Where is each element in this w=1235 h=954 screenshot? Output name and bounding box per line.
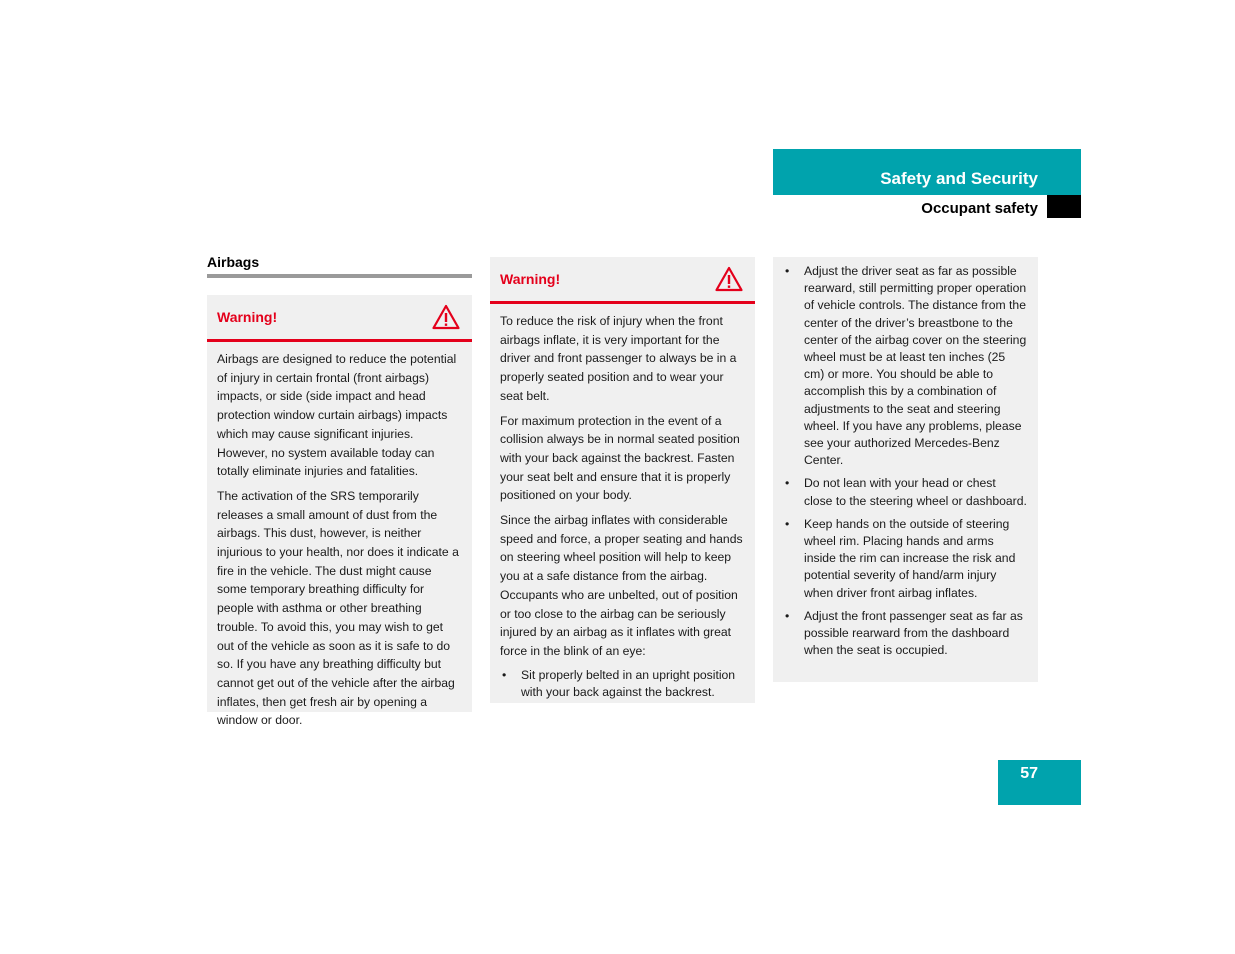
list-item: • Adjust the driver seat as far as possible rearward, still permitting proper operation of vehicle controls. The distance from the center of the driver’s breastbone to the center of the airbag cover on the steering wheel must be at least ten inches (25 cm) or more. You should be able to accomplish this by a combination of adjustments to the seat and steering wheel. If you have any problems, please see your authorized Mercedes-Benz Center. [783, 263, 1027, 469]
warning-label: Warning! [217, 309, 278, 325]
section-title: Safety and Security [880, 169, 1038, 188]
list-item: • Adjust the front passenger seat as far as possible rearward from the dashboard when the seat is occupied. [783, 608, 1027, 660]
warning-label: Warning! [500, 271, 561, 287]
topic-heading: Airbags [207, 254, 472, 278]
section-marker-tab [1047, 195, 1081, 218]
warning-box-col1 [207, 295, 472, 728]
page-number-tab [998, 760, 1081, 805]
section-header-band [773, 149, 1081, 195]
list-item: • Sit properly belted in an upright position with your back against the backrest. [500, 667, 745, 701]
warning-triangle-icon [432, 304, 460, 330]
subsection-title: Occupant safety [921, 200, 1038, 217]
warning-header [490, 257, 755, 304]
warning-paragraph: For maximum protection in the event of a collision always be in normal seated position with your back against the backrest. Fasten your seat belt and ensure that it is properly positioned on your body. [500, 413, 740, 503]
warning-paragraph: Airbags are designed to reduce the potential of injury in certain frontal (front airbags) impacts, or side (side impact and head protection window curtain airbags) impacts which may cause significant injuries. However, no system available today can totally eliminate injuries and fatalities. [217, 352, 457, 479]
warning-body [207, 342, 472, 746]
page-number: 57 [1020, 765, 1038, 782]
warning-box-col3 [773, 257, 1038, 682]
warning-body [490, 304, 755, 717]
warning-paragraph: Since the airbag inflates with considerable speed and force, a proper seating and hands on steering wheel position will help to keep you at a safe distance from the airbag. Occupants who are unbelted, out of position or too close to the airbag can be seriously injured by an airbag as it inflates with great force in the blink of an eye: [500, 513, 743, 658]
list-item: • Do not lean with your head or chest close to the steering wheel or dashboard. [783, 475, 1027, 509]
warning-body [773, 257, 1038, 671]
warning-bullet-list [500, 667, 745, 701]
warning-paragraph: To reduce the risk of injury when the front airbags inflate, it is very important for the driver and front passenger to always be in a properly seated position and to wear your seat belt. [500, 314, 737, 403]
warning-paragraph: The activation of the SRS temporarily releases a small amount of dust from the airbags. This dust, however, is neither injurious to your health, nor does it indicate a fire in the vehicle. The dust might cause some temporary breathing difficulty for people with asthma or other breathing trouble. To avoid this, you may wish to get out of the vehicle as soon as it is safe to do so. If you have any breathing difficulty but cannot get out of the vehicle after the airbag inflates, then get fresh air by opening a window or door. [217, 488, 459, 728]
warning-triangle-icon [715, 266, 743, 292]
warning-header [207, 295, 472, 342]
list-item: • Keep hands on the outside of steering wheel rim. Placing hands and arms inside the rim can increase the risk and potential severity of hand/arm injury when driver front airbag inflates. [783, 516, 1027, 602]
warning-bullet-list [783, 263, 1027, 659]
warning-box-col2 [490, 257, 755, 703]
